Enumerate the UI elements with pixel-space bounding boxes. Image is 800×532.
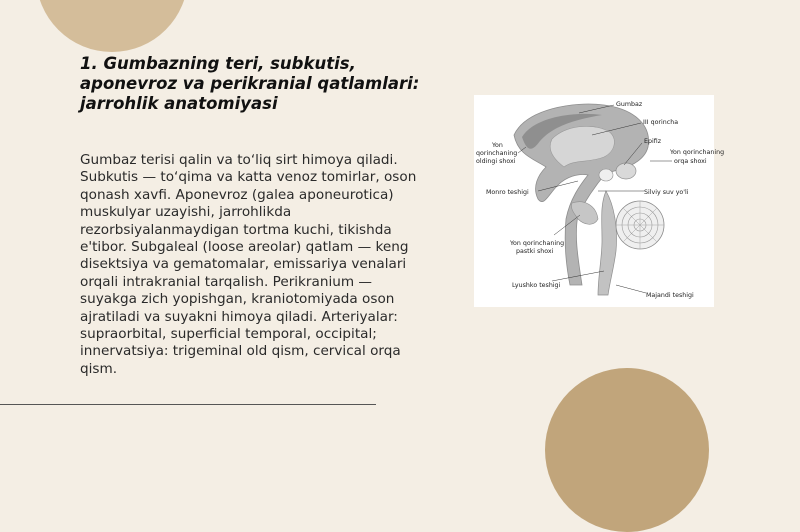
label-yon-pastki-1: Yon qorinchaning	[510, 240, 565, 247]
label-silviy-suv-yoli: Silviy suv yo'li	[644, 189, 689, 196]
label-gumbaz: Gumbaz	[616, 101, 643, 108]
label-yon-oldingi-2: qorinchaning	[476, 150, 518, 157]
slide-title: 1. Gumbazning teri, subkutis, aponevroz va perikranial qatlamlari: jarrohlik anatomiyasi	[80, 54, 420, 113]
decorative-circle-bottom	[545, 368, 709, 532]
label-yon-pastki-2: pastki shoxi	[516, 248, 554, 255]
label-majandi-teshigi: Majandi teshigi	[646, 292, 694, 299]
brainstem-shape	[598, 191, 617, 295]
label-yon-oldingi-3: oldingi shoxi	[476, 158, 516, 165]
label-yon-qorinchaning-orqa-1: Yon qorinchaning	[670, 149, 725, 156]
label-lyushko-teshigi: Lyushko teshigi	[512, 282, 561, 289]
divider-line	[0, 404, 376, 405]
slide-body-text: Gumbaz terisi qalin va toʻliq sirt himoya qiladi. Subkutis — toʻqima va katta venoz tomirlar, oson qonash xavfi. Aponevroz (galea aponeurotica) muskulyar uzayishi, jarrohlikda rezorbsiyalanmaydigan tortma kuchi, tikishda e'tibor. Subgaleal (loose areolar) qatlam — keng disektsiya va gematomalar, emissariya venalari orqali intrakranial tarqalish. Perikranium — suyakga zich yopishgan, kraniotomiyada oson ajratiladi va suyakni himoya qiladi. Arteriyalar: supraorbital, superficial temporal, occipital; innervatsiya: trigeminal old qism, cervical orqa qism.	[80, 152, 417, 377]
brain-ventricles-diagram	[474, 95, 725, 307]
label-monro-teshigi: Monro teshigi	[486, 189, 529, 196]
brain-ventricles-figure	[474, 95, 725, 307]
label-yon-qorinchaning-orqa-2: orqa shoxi	[674, 158, 707, 165]
label-yon-oldingi-1: Yon	[492, 142, 503, 149]
label-epifiz: Epifiz	[644, 138, 661, 145]
commissure-shape	[599, 169, 613, 181]
decorative-circle-top	[36, 0, 188, 52]
label-iii-qorincha: III qorincha	[643, 119, 679, 126]
cerebellum-shape	[616, 201, 664, 249]
epiphysis-shape	[616, 163, 636, 179]
